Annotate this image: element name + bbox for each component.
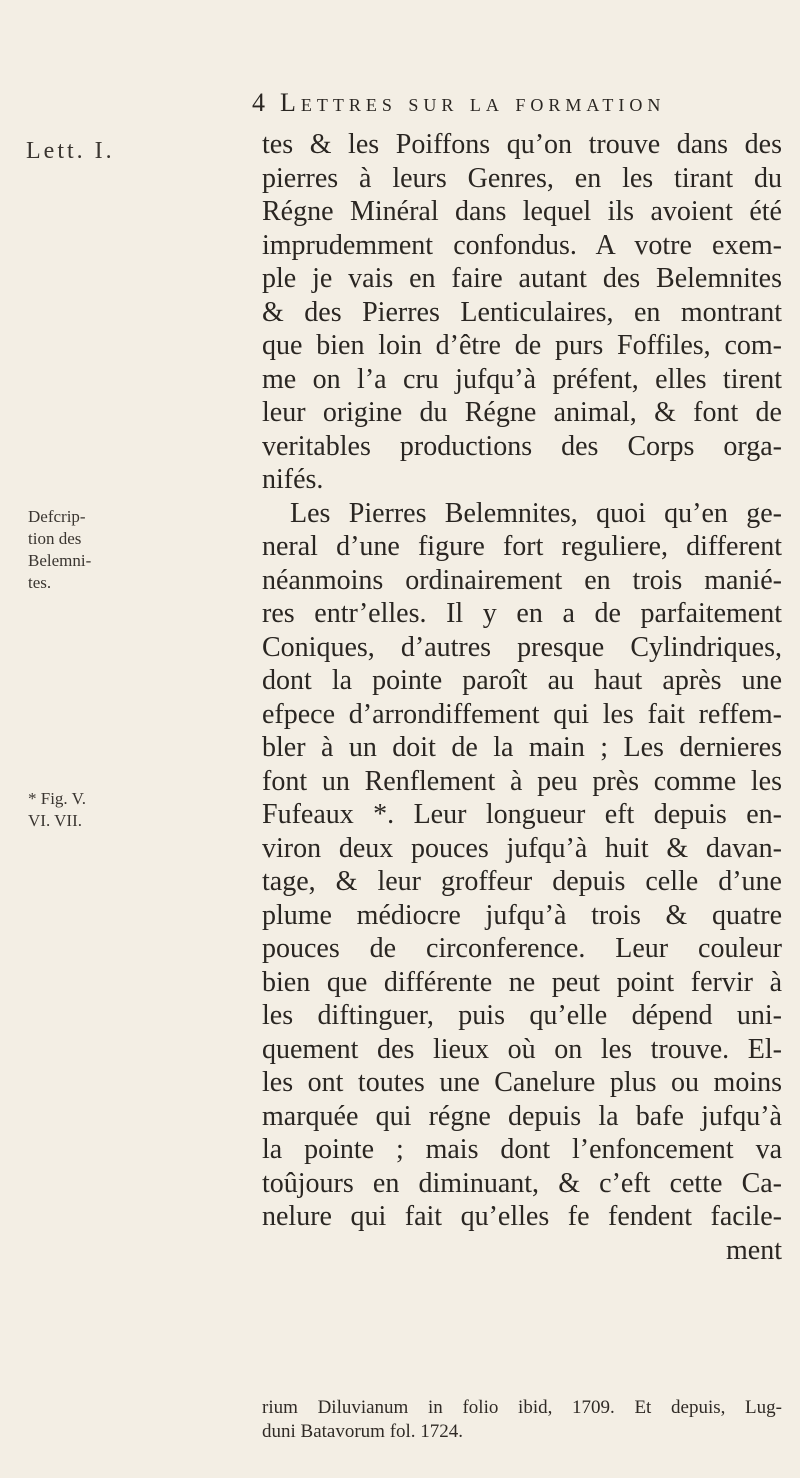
footnote-line: duni Batavorum fol. 1724. bbox=[262, 1421, 464, 1442]
text-line: que bien loin d’être de purs Foffiles, com- bbox=[262, 330, 782, 361]
text-line: les ont toutes une Canelure plus ou moins bbox=[262, 1067, 782, 1098]
text-line: me on l’a cru jufqu’à préfent, elles tirent bbox=[262, 363, 782, 395]
text-line: & des Pierres Lenticulaires, en montrant bbox=[262, 296, 782, 328]
text-line: les diftinguer, puis qu’elle dépend uni- bbox=[262, 1000, 782, 1031]
text-line: nelure qui fait qu’elles fe fendent facile- bbox=[262, 1201, 782, 1232]
text-line: bler à un doit de la main ; Les dernieres bbox=[262, 732, 782, 763]
text-line: imprudemment confondus. A votre exem- bbox=[262, 229, 782, 261]
text-line: tage, & leur groffeur depuis celle d’une bbox=[262, 866, 782, 897]
text-line: pierres à leurs Genres, en les tirant du bbox=[262, 162, 782, 194]
text-line: dont la pointe paroît au haut après une bbox=[262, 665, 782, 696]
text-line: néanmoins ordinairement en trois manié- bbox=[262, 564, 782, 596]
text-line: Les Pierres Belemnites, quoi qu’en ge- bbox=[290, 497, 782, 529]
text-line: plume médiocre jufqu’à trois & quatre bbox=[262, 899, 782, 931]
text-line: nifés. bbox=[262, 464, 324, 495]
text-line: efpece d’arrondiffement qui les fait reffem- bbox=[262, 698, 782, 730]
running-header bbox=[252, 88, 772, 118]
text-line: Régne Minéral dans lequel ils avoient été bbox=[262, 196, 782, 227]
letter-reference: Lett. I. bbox=[26, 138, 115, 164]
text-line: marquée qui régne depuis la bafe jufqu’à bbox=[262, 1100, 782, 1132]
text-line: ple je vais en faire autant des Belemnites bbox=[262, 263, 782, 294]
page-number: 4 bbox=[252, 88, 270, 117]
text-line: res entr’elles. Il y en a de parfaitement bbox=[262, 598, 782, 629]
catchword: ment bbox=[726, 1234, 782, 1266]
text-line: veritables productions des Corps orga- bbox=[262, 430, 782, 462]
text-line: toûjours en diminuant, & c’eft cette Ca- bbox=[262, 1167, 782, 1199]
text-line: bien que différente ne peut point fervir à bbox=[262, 966, 782, 998]
text-line: pouces de circonference. Leur couleur bbox=[262, 933, 782, 964]
text-line: quement des lieux où on les trouve. El- bbox=[262, 1033, 782, 1065]
footnote-line: rium Diluvianum in folio ibid, 1709. Et depuis, Lug- bbox=[262, 1397, 782, 1418]
body-text bbox=[262, 128, 782, 1267]
footnote bbox=[262, 1396, 782, 1444]
text-line: tes & les Poiffons qu’on trouve dans des bbox=[262, 129, 782, 160]
margin-note-figure bbox=[28, 788, 106, 832]
text-line: Fufeaux *. Leur longueur eft depuis en- bbox=[262, 799, 782, 830]
margin-note-description bbox=[28, 506, 106, 594]
text-line: font un Renflement à peu près comme les bbox=[262, 765, 782, 797]
text-line: Coniques, d’autres presque Cylindriques, bbox=[262, 631, 782, 663]
text-line: viron deux pouces jufqu’à huit & davan- bbox=[262, 832, 782, 864]
text-line: leur origine du Régne animal, & font de bbox=[262, 397, 782, 428]
text-line: la pointe ; mais dont l’enfoncement va bbox=[262, 1134, 782, 1165]
text-line: neral d’une figure fort reguliere, different bbox=[262, 531, 782, 562]
running-title: Lettres sur la formation bbox=[280, 88, 666, 117]
margin-note-text: Defcrip- tion des Belemni- tes. bbox=[28, 507, 92, 592]
margin-note-text: * Fig. V. VI. VII. bbox=[28, 789, 86, 830]
